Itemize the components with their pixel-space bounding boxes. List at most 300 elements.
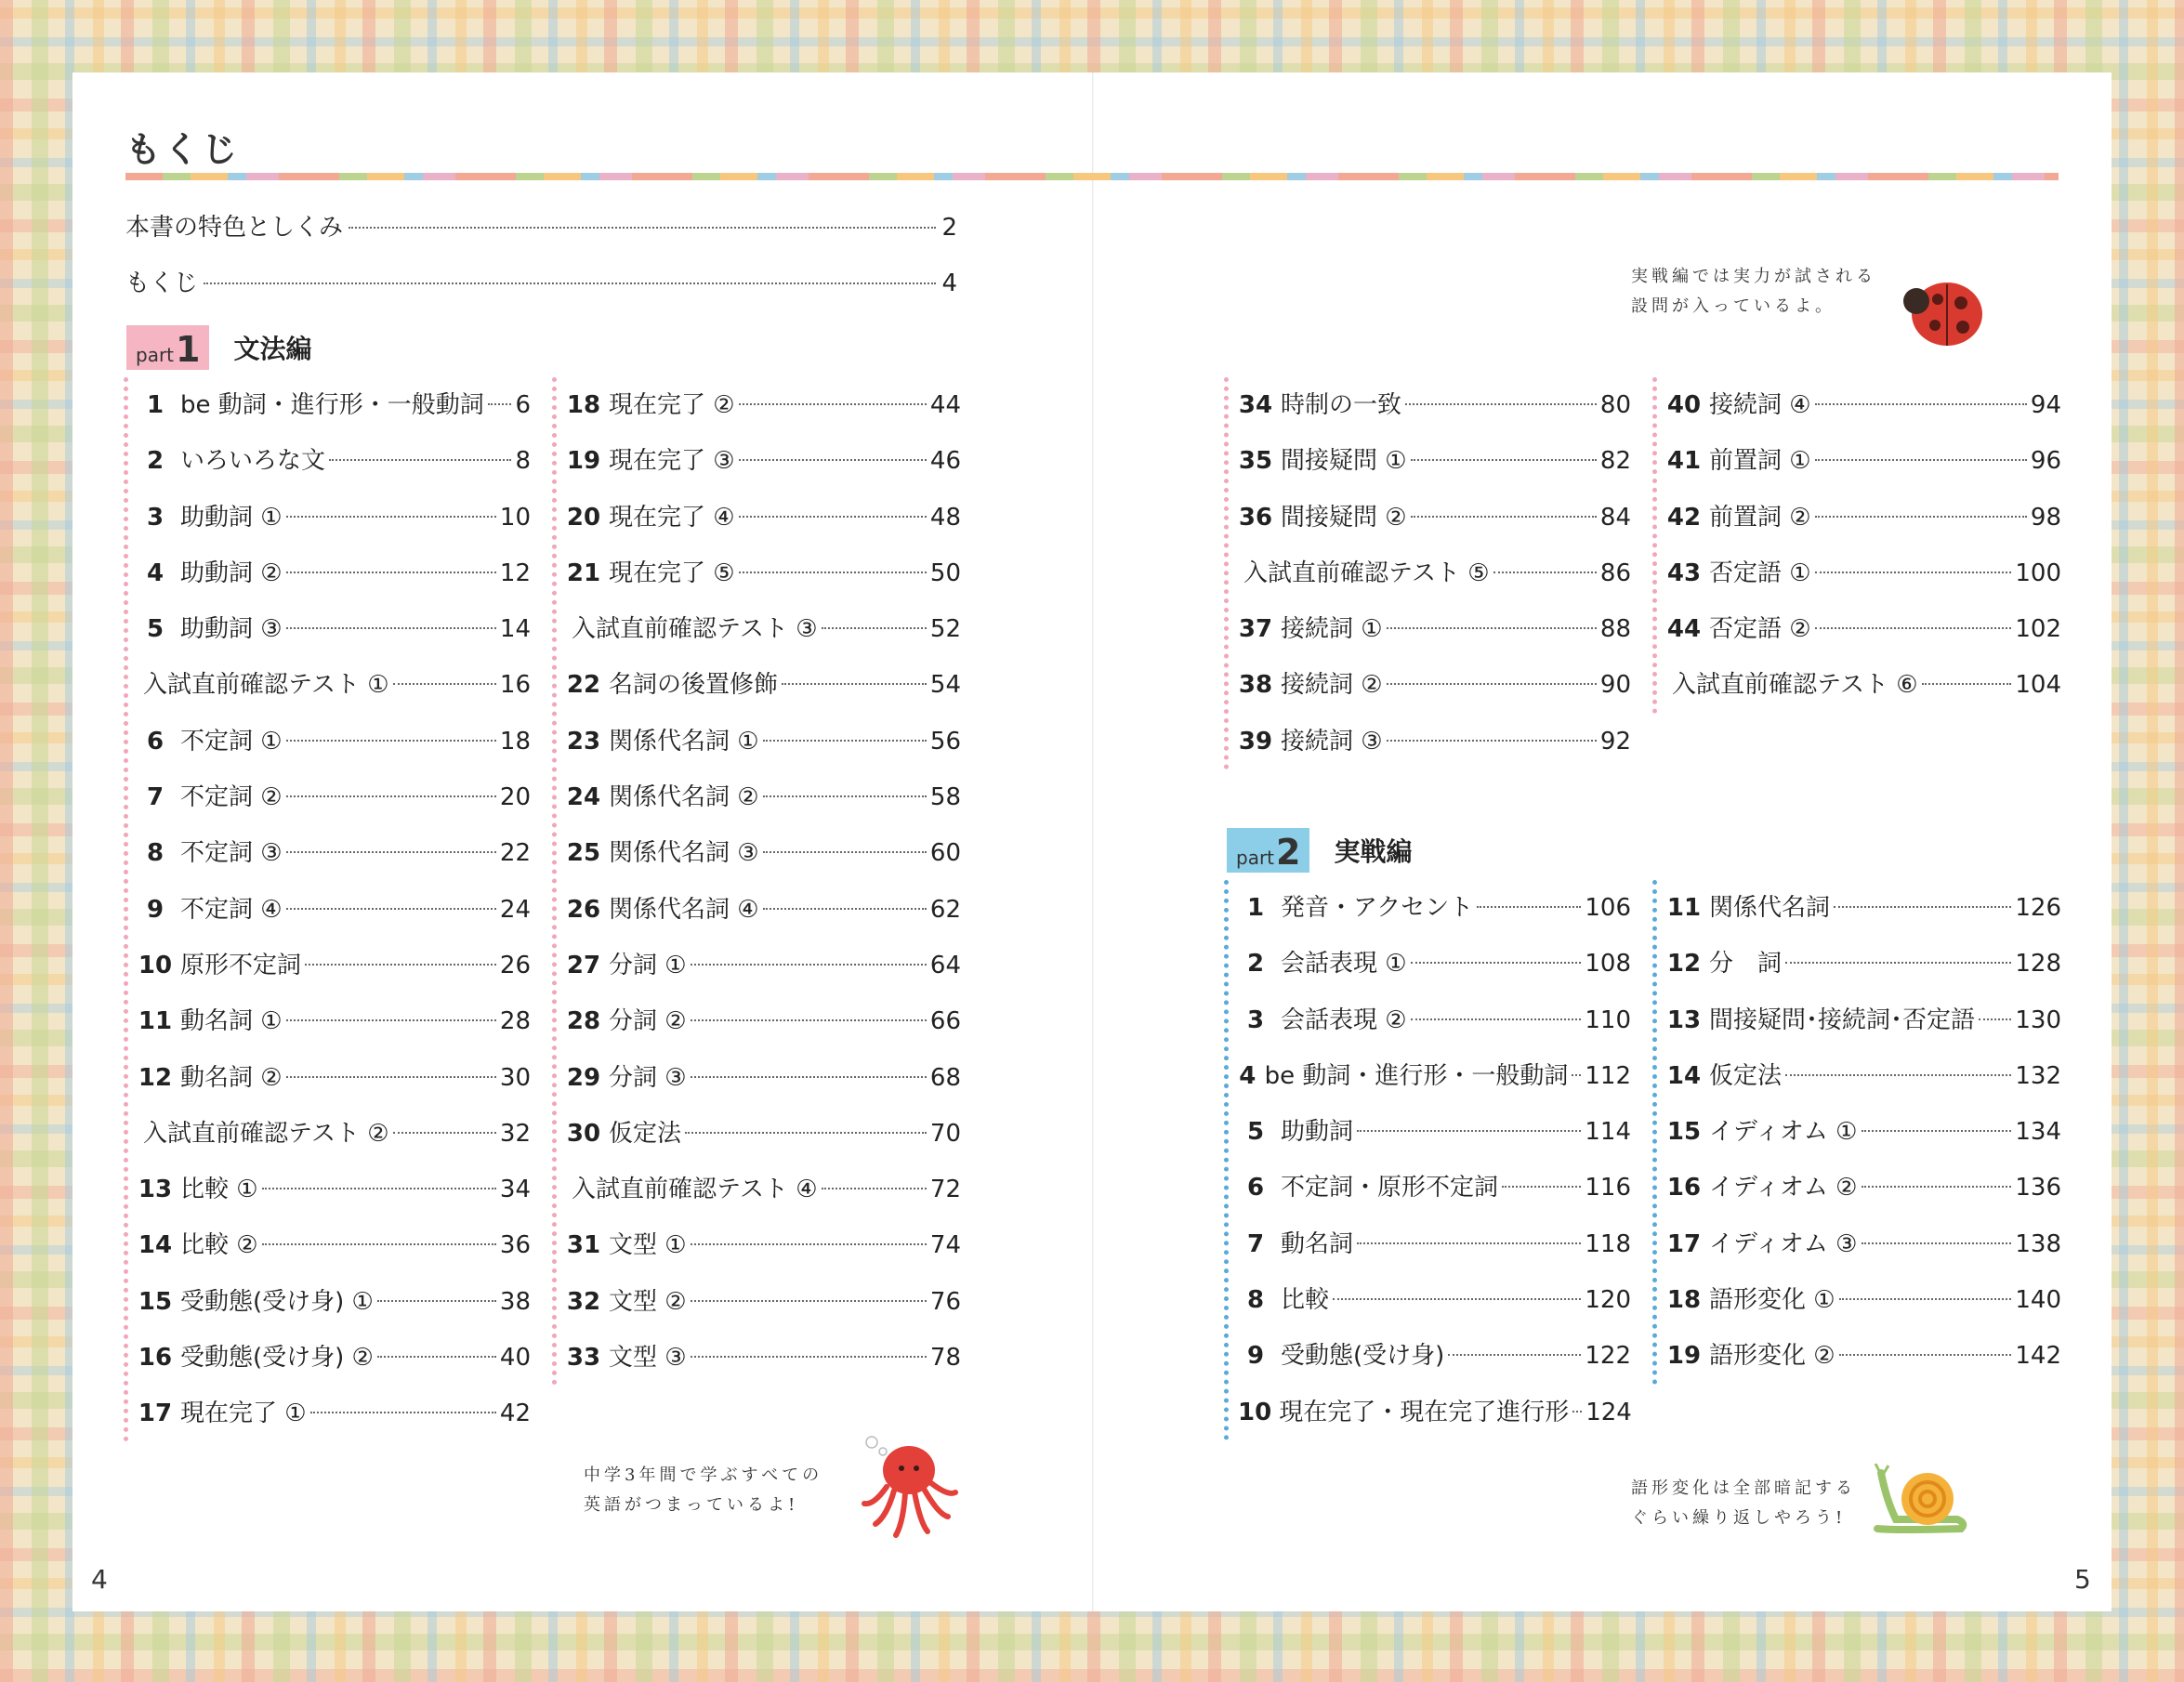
entry-label: 接続詞 ③ (1281, 727, 1383, 756)
entry-number: 18 (1666, 1286, 1702, 1315)
entry-number: 6 (146, 727, 164, 756)
page-number-left: 4 (91, 1564, 108, 1595)
entry-page: 94 (2030, 391, 2061, 419)
entry-number: 2 (146, 447, 164, 476)
entry-number: 31 (566, 1231, 601, 1260)
entry-number: 6 (1246, 1174, 1265, 1202)
entry-label: 現在完了 ③ (609, 447, 735, 476)
entry-page: 132 (2015, 1061, 2061, 1090)
entry-label: 語形変化 ② (1709, 1342, 1835, 1371)
entry-page: 76 (929, 1287, 961, 1316)
leader-dots (262, 1188, 496, 1189)
entry-page: 6 (515, 391, 531, 419)
entry-number: 40 (1666, 391, 1702, 419)
toc-column-1 (124, 377, 531, 1442)
entry-number: 42 (1666, 503, 1702, 532)
entry-number: 8 (1246, 1286, 1265, 1315)
leader-dots (691, 1243, 927, 1245)
leader-dots (286, 1019, 496, 1021)
entry-page: 108 (1585, 950, 1631, 979)
entry-number: 43 (1666, 558, 1702, 587)
toc-entry[interactable] (138, 993, 531, 1049)
leader-dots (685, 1132, 927, 1134)
entry-number: 16 (1666, 1174, 1702, 1202)
front-entry-features[interactable] (125, 208, 957, 243)
toc-entry[interactable] (138, 938, 531, 993)
ladybug-icon (1896, 269, 1989, 353)
entry-number: 19 (1666, 1342, 1702, 1371)
entry-label: 入試直前確認テスト ③ (572, 615, 818, 644)
toc-entry-test[interactable] (138, 657, 531, 713)
entry-page: 86 (1599, 558, 1631, 587)
entry-page: 22 (499, 839, 531, 868)
entry-label: 入試直前確認テスト ① (143, 671, 389, 700)
entry-label: 接続詞 ① (1281, 615, 1383, 644)
entry-number: 41 (1666, 447, 1702, 476)
leader-dots (1387, 627, 1597, 629)
entry-number: 21 (566, 558, 601, 587)
toc-entry[interactable] (1666, 1160, 2061, 1216)
entry-number: 2 (1246, 950, 1265, 979)
toc-entry[interactable] (1238, 1272, 1631, 1328)
entry-number: 28 (566, 1007, 601, 1036)
leader-dots (286, 908, 496, 910)
entry-page: 66 (929, 1007, 961, 1036)
entry-label: 受動態(受け身) ① (180, 1287, 374, 1316)
entry-label: 不定詞・原形不定詞 (1281, 1174, 1499, 1202)
entry-label: 不定詞 ④ (180, 895, 283, 924)
entry-page: 68 (929, 1063, 961, 1092)
entry-number: 37 (1238, 615, 1273, 644)
entry-number: 10 (138, 951, 173, 979)
entry-page: 60 (929, 839, 961, 868)
entry-page: 40 (499, 1344, 531, 1373)
toc-entry[interactable] (138, 882, 531, 938)
entry-page: 58 (929, 783, 961, 812)
toc-entry[interactable] (566, 825, 961, 881)
entry-page: 12 (499, 558, 531, 587)
entry-label: 比較 (1281, 1286, 1330, 1315)
entry-page: 62 (929, 895, 961, 924)
toc-entry[interactable] (138, 433, 531, 489)
entry-number: 20 (566, 503, 601, 532)
toc-entry[interactable] (1238, 936, 1631, 992)
part1-title: 文法編 (233, 334, 312, 364)
entry-number: 24 (566, 783, 601, 812)
leader-dots (1448, 1354, 1581, 1356)
leader-dots (286, 795, 496, 797)
entry-label: 否定語 ① (1709, 558, 1811, 587)
toc-entry[interactable] (138, 1162, 531, 1217)
leader-dots (1862, 1186, 2012, 1188)
leader-dots (691, 1356, 927, 1358)
leader-dots (1387, 740, 1597, 742)
entry-label: be 動詞・進行形・一般動詞 (1264, 1061, 1569, 1090)
entry-number: 4 (146, 558, 164, 587)
entry-label: イディオム ③ (1709, 1229, 1858, 1258)
toc-entry[interactable] (138, 1386, 531, 1441)
entry-page: 96 (2030, 447, 2061, 476)
entry-label: 語形変化 ① (1709, 1286, 1835, 1315)
entry-label: 不定詞 ② (180, 783, 283, 812)
entry-label: 比較 ② (180, 1231, 258, 1260)
entry-number: 12 (138, 1063, 173, 1092)
entry-label: 仮定法 (609, 1119, 682, 1148)
entry-number: 14 (1666, 1061, 1702, 1090)
toc-entry[interactable] (566, 882, 961, 938)
entry-page: 14 (499, 615, 531, 644)
entry-label: 会話表現 ② (1281, 1005, 1407, 1034)
toc-entry[interactable] (566, 714, 961, 769)
entry-label: 分 詞 (1709, 950, 1783, 979)
leader-dots (286, 1076, 496, 1078)
leader-dots (1493, 572, 1597, 573)
toc-entry[interactable] (138, 825, 531, 881)
entry-page: 102 (2015, 615, 2061, 644)
entry-label: 分詞 ② (609, 1007, 687, 1036)
entry-page: 138 (2015, 1229, 2061, 1258)
entry-label: イディオム ② (1709, 1174, 1858, 1202)
toc-entry[interactable] (566, 1106, 961, 1162)
entry-page: 42 (499, 1399, 531, 1428)
leader-dots (286, 516, 496, 518)
leader-dots (305, 964, 496, 966)
toc-entry[interactable] (1238, 601, 1631, 657)
entry-number: 8 (146, 839, 164, 868)
entry-page: 116 (1585, 1174, 1631, 1202)
entry-label: 関係代名詞 ③ (609, 839, 759, 868)
toc-entry[interactable] (138, 601, 531, 657)
entry-number: 19 (566, 447, 601, 476)
leader-dots (1815, 572, 2012, 573)
entry-number: 13 (1666, 1005, 1702, 1034)
entry-page: 92 (1599, 727, 1631, 756)
entry-label: 関係代名詞 ① (609, 727, 759, 756)
entry-number: 16 (138, 1344, 173, 1373)
toc-entry[interactable] (1238, 657, 1631, 713)
toc-entry[interactable] (138, 714, 531, 769)
toc-entry[interactable] (1238, 1328, 1631, 1384)
toc-entry[interactable] (1666, 601, 2061, 657)
toc-entry[interactable] (566, 1050, 961, 1106)
toc-entry[interactable] (1238, 880, 1631, 936)
title-divider (125, 173, 2059, 180)
entry-page: 130 (2015, 1005, 2061, 1034)
entry-page: 28 (499, 1007, 531, 1036)
toc-entry[interactable] (566, 657, 961, 713)
leader-dots (763, 908, 927, 910)
leader-dots (377, 1300, 496, 1302)
toc-entry[interactable] (1238, 1104, 1631, 1160)
toc-entry[interactable] (566, 769, 961, 825)
ladybug-note: 実戦編では実力が試される 設問が入っているよ。 (1631, 267, 1876, 316)
toc-entry[interactable] (566, 1330, 961, 1386)
entry-number: 23 (566, 727, 601, 756)
entry-page: 82 (1599, 447, 1631, 476)
toc-entry[interactable] (1666, 490, 2061, 545)
toc-column-4 (1652, 377, 2061, 714)
toc-entry[interactable] (1666, 1216, 2061, 1272)
leader-dots (1411, 516, 1597, 518)
toc-entry-test[interactable] (1666, 657, 2061, 713)
leader-dots (349, 227, 936, 229)
page-number-right: 5 (2074, 1564, 2091, 1595)
entry-page: 98 (2030, 503, 2061, 532)
entry-label: 助動詞 (1281, 1118, 1354, 1147)
entry-page: 134 (2015, 1118, 2061, 1147)
entry-number: 15 (138, 1287, 173, 1316)
entry-label: 時制の一致 (1281, 391, 1402, 419)
entry-label: 会話表現 ① (1281, 950, 1407, 979)
toc-entry[interactable] (566, 1274, 961, 1330)
toc-entry[interactable] (1666, 936, 2061, 992)
toc-entry[interactable] (566, 993, 961, 1049)
leader-dots (1572, 1074, 1581, 1076)
entry-label: 仮定法 (1709, 1061, 1783, 1090)
leader-dots (286, 851, 496, 853)
toc-entry[interactable] (1666, 1272, 2061, 1328)
entry-label: 関係代名詞 ② (609, 783, 759, 812)
toc-column-5 (1224, 880, 1631, 1440)
entry-number: 7 (146, 783, 164, 812)
entry-label: もくじ (125, 269, 199, 297)
toc-entry-test[interactable] (1238, 545, 1631, 601)
toc-entry[interactable] (566, 545, 961, 601)
leader-dots (763, 740, 927, 742)
toc-entry[interactable] (138, 1050, 531, 1106)
leader-dots (310, 1412, 496, 1413)
toc-entry[interactable] (566, 377, 961, 433)
toc-entry[interactable] (138, 545, 531, 601)
entry-page: 70 (929, 1119, 961, 1148)
entry-label: 動名詞 (1281, 1229, 1354, 1258)
part1-heading (126, 325, 311, 370)
entry-label: 動名詞 ① (180, 1007, 283, 1036)
entry-number: 3 (1246, 1005, 1265, 1034)
entry-number: 4 (1239, 1061, 1256, 1090)
entry-page: 104 (2015, 671, 2061, 700)
toc-entry-test[interactable] (566, 601, 961, 657)
entry-number: 29 (566, 1063, 601, 1092)
leader-dots (1815, 403, 2027, 405)
entry-label: 前置詞 ① (1709, 447, 1811, 476)
toc-entry[interactable] (1238, 1385, 1631, 1440)
entry-page: 84 (1599, 503, 1631, 532)
entry-page: 52 (929, 615, 961, 644)
entry-number: 7 (1246, 1229, 1265, 1258)
toc-entry[interactable] (138, 1217, 531, 1273)
entry-page: 64 (929, 951, 961, 979)
part2-title: 実戦編 (1334, 836, 1413, 867)
toc-entry[interactable] (1238, 992, 1631, 1048)
entry-label: 否定語 ② (1709, 615, 1811, 644)
leader-dots (739, 572, 927, 573)
entry-number: 11 (138, 1007, 173, 1036)
entry-label: 入試直前確認テスト ② (143, 1119, 389, 1148)
entry-label: 関係代名詞 (1709, 894, 1831, 922)
toc-entry[interactable] (138, 377, 531, 433)
leader-dots (286, 572, 496, 573)
entry-label: 分詞 ① (609, 951, 687, 979)
entry-label: 現在完了 ① (180, 1399, 307, 1428)
entry-label: 本書の特色としくみ (125, 214, 344, 242)
toc-entry[interactable] (1238, 714, 1631, 769)
leader-dots (1411, 459, 1597, 461)
toc-entry[interactable] (138, 769, 531, 825)
leader-dots (691, 964, 927, 966)
entry-label: 入試直前確認テスト ⑤ (1243, 558, 1490, 587)
entry-label: 前置詞 ② (1709, 503, 1811, 532)
leader-dots (1785, 962, 2011, 964)
entry-number: 1 (146, 391, 164, 419)
snail-note: 語形変化は全部暗記する ぐらい繰り返しやろう! (1631, 1478, 1856, 1528)
entry-number: 26 (566, 895, 601, 924)
leader-dots (262, 1243, 496, 1245)
toc-entry[interactable] (566, 433, 961, 489)
entry-page: 36 (499, 1231, 531, 1260)
toc-entry[interactable] (1666, 1328, 2061, 1384)
entry-page: 26 (499, 951, 531, 979)
part2-badge: part 2 (1227, 828, 1309, 873)
entry-page: 106 (1585, 894, 1631, 922)
toc-entry-test[interactable] (566, 1162, 961, 1217)
toc-entry[interactable] (1666, 1104, 2061, 1160)
toc-column-2 (552, 377, 961, 1386)
toc-entry[interactable] (1666, 992, 2061, 1048)
entry-number: 36 (1238, 503, 1273, 532)
entry-number: 27 (566, 951, 601, 979)
toc-entry[interactable] (1238, 1048, 1631, 1104)
part1-badge: part 1 (126, 325, 209, 370)
entry-page: 38 (499, 1287, 531, 1316)
entry-page: 140 (2015, 1286, 2061, 1315)
entry-label: 受動態(受け身) ② (180, 1344, 374, 1373)
entry-page: 80 (1599, 391, 1631, 419)
toc-entry[interactable] (138, 490, 531, 545)
toc-entry[interactable] (138, 1274, 531, 1330)
entry-page: 114 (1585, 1118, 1631, 1147)
leader-dots (1815, 627, 2012, 629)
toc-entry[interactable] (1238, 433, 1631, 489)
toc-entry[interactable] (138, 1330, 531, 1386)
entry-page: 2 (941, 214, 957, 242)
leader-dots (1572, 1411, 1582, 1413)
leader-dots (286, 740, 496, 742)
entry-page: 44 (929, 391, 961, 419)
entry-number: 32 (566, 1287, 601, 1316)
leader-dots (1405, 403, 1597, 405)
entry-number: 9 (1246, 1342, 1265, 1371)
toc-entry[interactable] (1666, 433, 2061, 489)
entry-label: 不定詞 ① (180, 727, 283, 756)
leader-dots (1815, 459, 2027, 461)
entry-page: 48 (929, 503, 961, 532)
toc-entry[interactable] (1666, 1048, 2061, 1104)
entry-label: 現在完了 ② (609, 391, 735, 419)
entry-page: 110 (1585, 1005, 1631, 1034)
toc-entry[interactable] (1238, 490, 1631, 545)
front-entry-contents[interactable] (125, 264, 957, 298)
entry-label: 現在完了 ⑤ (609, 558, 735, 587)
entry-page: 30 (499, 1063, 531, 1092)
toc-column-3 (1224, 377, 1631, 769)
entry-label: イディオム ① (1709, 1118, 1858, 1147)
entry-page: 16 (499, 671, 531, 700)
octopus-icon (855, 1431, 962, 1543)
entry-page: 120 (1585, 1286, 1631, 1315)
toc-entry[interactable] (566, 490, 961, 545)
entry-number: 1 (1246, 894, 1265, 922)
toc-entry[interactable] (1238, 377, 1631, 433)
entry-page: 34 (499, 1176, 531, 1204)
leader-dots (1862, 1242, 2012, 1244)
entry-page: 126 (2015, 894, 2061, 922)
leader-dots (488, 403, 512, 405)
entry-label: いろいろな文 (180, 447, 326, 476)
entry-page: 118 (1585, 1229, 1631, 1258)
entry-number: 18 (566, 391, 601, 419)
toc-entry[interactable] (566, 1217, 961, 1273)
toc-entry-test[interactable] (138, 1106, 531, 1162)
entry-page: 10 (499, 503, 531, 532)
toc-entry[interactable] (1666, 377, 2061, 433)
entry-number: 9 (146, 895, 164, 924)
entry-number: 34 (1238, 391, 1273, 419)
leader-dots (1839, 1298, 2012, 1300)
entry-number: 35 (1238, 447, 1273, 476)
toc-entry[interactable] (1666, 545, 2061, 601)
entry-label: 発音・アクセント (1281, 894, 1474, 922)
entry-label: 間接疑問･接続詞･否定語 (1709, 1005, 1976, 1034)
leader-dots (393, 1132, 496, 1134)
entry-number: 22 (566, 671, 601, 700)
snail-icon (1868, 1464, 1970, 1538)
leader-dots (1979, 1018, 2011, 1020)
entry-number: 15 (1666, 1118, 1702, 1147)
leader-dots (822, 627, 927, 629)
entry-number: 39 (1238, 727, 1273, 756)
entry-label: 入試直前確認テスト ④ (572, 1176, 818, 1204)
entry-page: 112 (1585, 1061, 1631, 1090)
leader-dots (782, 683, 927, 685)
entry-page: 18 (499, 727, 531, 756)
entry-label: 接続詞 ② (1281, 671, 1383, 700)
leader-dots (691, 1300, 927, 1302)
entry-number: 5 (1246, 1118, 1265, 1147)
entry-page: 142 (2015, 1342, 2061, 1371)
toc-entry[interactable] (1238, 1216, 1631, 1272)
entry-page: 24 (499, 895, 531, 924)
entry-number: 10 (1238, 1398, 1272, 1426)
entry-number: 3 (146, 503, 164, 532)
leader-dots (377, 1356, 496, 1358)
leader-dots (1477, 906, 1581, 908)
toc-entry[interactable] (1666, 880, 2061, 936)
entry-label: 助動詞 ③ (180, 615, 283, 644)
entry-label: 接続詞 ④ (1709, 391, 1811, 419)
toc-entry[interactable] (566, 938, 961, 993)
entry-page: 122 (1585, 1342, 1631, 1371)
entry-page: 136 (2015, 1174, 2061, 1202)
page-title: もくじ (125, 129, 241, 170)
entry-label: 関係代名詞 ④ (609, 895, 759, 924)
entry-label: 名詞の後置修飾 (609, 671, 779, 700)
octopus-note: 中学3年間で学ぶすべての 英語がつまっているよ! (584, 1465, 823, 1515)
leader-dots (1862, 1130, 2012, 1132)
entry-number: 14 (138, 1231, 173, 1260)
toc-entry[interactable] (1238, 1160, 1631, 1216)
entry-page: 128 (2015, 950, 2061, 979)
